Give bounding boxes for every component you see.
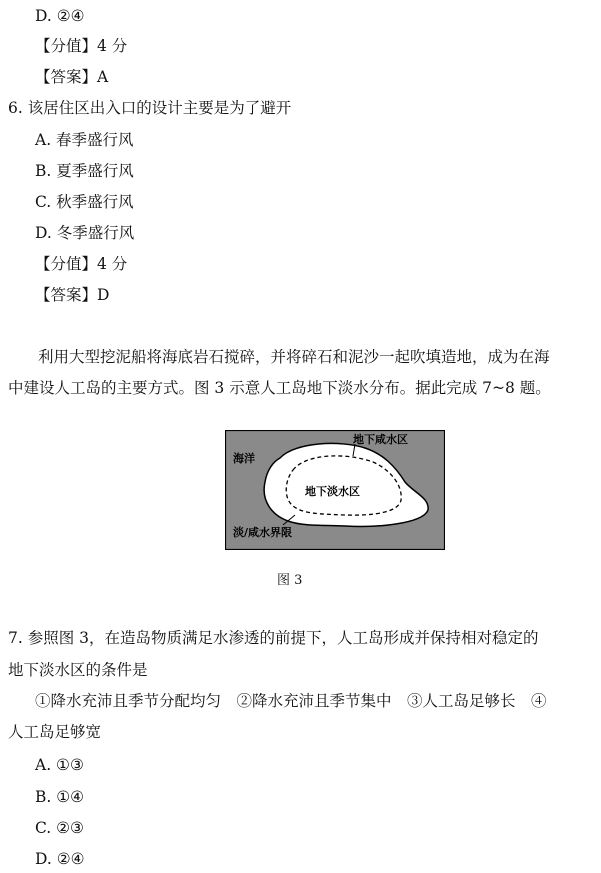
passage-line-2: 中建设人工岛的主要方式。图 3 示意人工岛地下淡水分布。据此完成 7~8 题。: [8, 379, 551, 397]
q7-option-a: A. ①③: [35, 756, 84, 774]
q7-option-d: D. ②④: [35, 850, 85, 868]
q5-answer: 【答案】A: [35, 68, 109, 86]
q6-option-d: D. 冬季盛行风: [35, 224, 135, 242]
q6-option-a: A. 春季盛行风: [35, 131, 134, 149]
label-freshwater-zone: 地下淡水区: [305, 485, 360, 498]
q6-score: 【分值】4 分: [35, 255, 128, 273]
q5-score: 【分值】4 分: [35, 37, 128, 55]
figure-3-island-diagram: [225, 430, 445, 550]
passage-line-1: 利用大型挖泥船将海底岩石搅碎，并将碎石和泥沙一起吹填造地，成为在海: [38, 348, 550, 366]
q7-conditions-line-2: 人工岛足够宽: [8, 723, 102, 741]
q6-answer: 【答案】D: [35, 286, 110, 304]
q7-conditions-line-1: ①降水充沛且季节分配均匀 ②降水充沛且季节集中 ③人工岛足够长 ④: [35, 692, 547, 710]
q6-option-b: B. 夏季盛行风: [35, 162, 134, 180]
q7-option-b: B. ①④: [35, 788, 85, 806]
figure-caption: 图 3: [277, 573, 303, 588]
q7-option-c: C. ②③: [35, 819, 84, 837]
q6-option-c: C. 秋季盛行风: [35, 193, 134, 211]
q5-option-d: D. ②④: [35, 7, 85, 25]
label-saltwater-zone: 地下咸水区: [353, 433, 408, 446]
q6-stem: 6. 该居住区出入口的设计主要是为了避开: [8, 99, 292, 117]
label-ocean: 海洋: [233, 452, 255, 465]
q7-stem-line-1: 7. 参照图 3，在造岛物质满足水渗透的前提下，人工岛形成并保持相对稳定的: [8, 629, 539, 647]
label-freshwater-saltwater-boundary: 淡/咸水界限: [233, 526, 293, 539]
q7-stem-line-2: 地下淡水区的条件是: [8, 661, 148, 679]
